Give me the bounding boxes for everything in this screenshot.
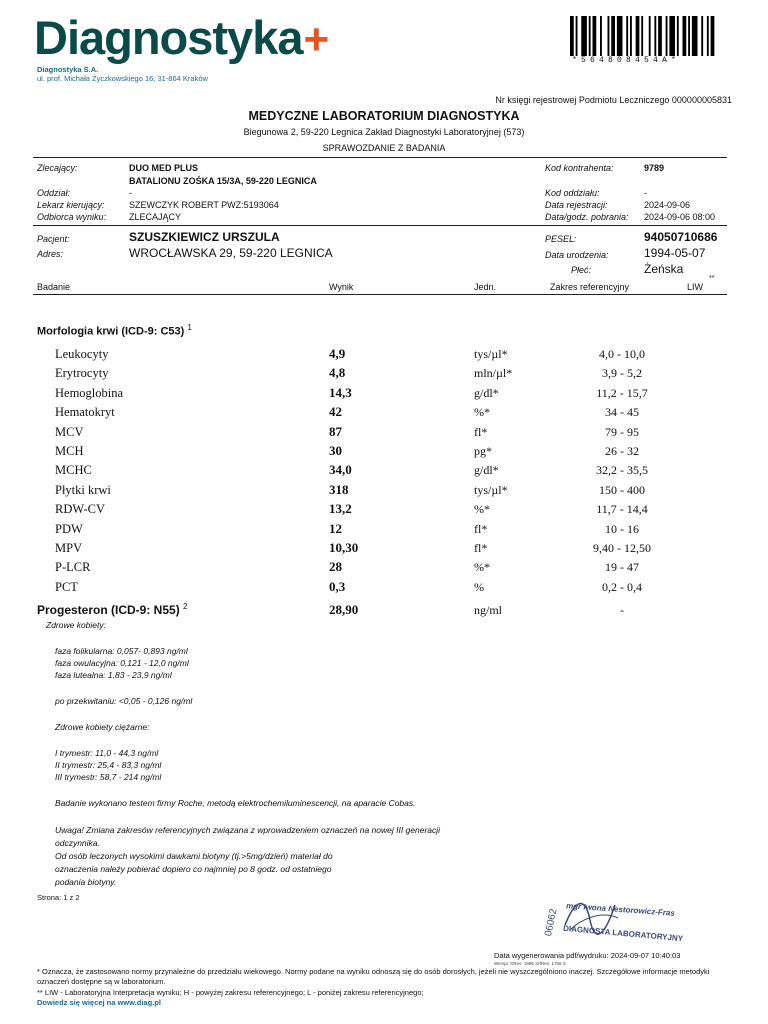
sex-value: Żeńska bbox=[644, 262, 684, 276]
stamp-name: mgr Iwona Nestorowicz-Fras bbox=[565, 901, 676, 918]
test-result: 13,2 bbox=[329, 501, 352, 517]
footnote-marker: 1 bbox=[187, 323, 192, 332]
col-liw: LIW bbox=[687, 282, 704, 292]
test-reference-range: 3,9 - 5,2 bbox=[602, 366, 642, 381]
test-name: MCHC bbox=[55, 463, 92, 478]
company-name: Diagnostyka S.A. bbox=[37, 65, 99, 74]
test-reference-range: 19 - 47 bbox=[605, 560, 639, 575]
note-luteal: faza lutealna: 1,83 - 23,9 ng/ml bbox=[55, 670, 172, 680]
test-name: MCH bbox=[55, 444, 84, 458]
test-reference-range: 4,0 - 10,0 bbox=[599, 347, 645, 361]
pesel-value: 94050710686 bbox=[644, 230, 718, 244]
test-unit: g/dl* bbox=[474, 463, 499, 478]
divider bbox=[33, 294, 727, 295]
note-follicular: faza folikularna: 0,057- 0,893 ng/ml bbox=[55, 646, 188, 656]
divider bbox=[33, 225, 727, 226]
pacjent-label: Pacjent: bbox=[37, 234, 70, 244]
oddzial-value: - bbox=[129, 188, 132, 198]
test-reference-range: 11,2 - 15,7 bbox=[596, 385, 648, 400]
note-t1: I trymestr: 11,0 - 44,3 ng/ml bbox=[55, 748, 159, 758]
data-rejestracji-label: Data rejestracji: bbox=[545, 200, 608, 210]
test-name: Hematokryt bbox=[55, 405, 115, 420]
note-warning: Od osób leczonych wysokimi dawkami biotyny (tj.>5mg/dzień) materiał do bbox=[55, 851, 333, 861]
test-unit: fl* bbox=[474, 424, 488, 439]
test-result: 87 bbox=[329, 423, 342, 439]
col-jedn: Jedn. bbox=[474, 282, 497, 292]
barcode-text: *564808454A* bbox=[572, 56, 681, 65]
note-warning: Uwaga! Zmiana zakresów referencyjnych związana z wprowadzeniem oznaczeń na nowej III generacji bbox=[55, 825, 441, 835]
kod-oddzialu-value: - bbox=[644, 188, 647, 198]
col-zakres: Zakres referencyjny bbox=[550, 282, 630, 292]
morphology-section-title: Morfologia krwi (ICD-9: C53) $^1$ bbox=[37, 323, 192, 338]
sex-label: Płeć: bbox=[571, 265, 592, 275]
test-unit: %* bbox=[474, 502, 490, 517]
note-menopause: po przekwitaniu: <0,05 - 0,126 ng/ml bbox=[55, 696, 193, 706]
zlecajacy-label: Zlecający: bbox=[37, 163, 78, 173]
footnote-marker: 2 bbox=[183, 602, 188, 611]
test-unit: fl* bbox=[474, 541, 488, 555]
test-reference-range: 0,2 - 0,4 bbox=[602, 579, 642, 594]
test-unit: % bbox=[474, 579, 484, 594]
progesterone-title: Progesteron (ICD-9: N55) $^2$ bbox=[37, 602, 188, 617]
test-reference-range: 26 - 32 bbox=[605, 444, 639, 458]
test-name: Hemoglobina bbox=[55, 385, 124, 400]
test-unit: %* bbox=[474, 405, 490, 420]
note-warning: podania biotyny. bbox=[55, 877, 117, 887]
test-name: RDW-CV bbox=[55, 502, 105, 517]
test-result: 0,3 bbox=[329, 578, 346, 594]
lekarz-label: Lekarz kierujący: bbox=[37, 200, 105, 210]
note-warning: oznaczenia należy pobierać dopiero co najmniej po 8 godz. od ostatniego bbox=[55, 864, 332, 874]
version-info: Wersja: SRev: 1896 SrfRev: 1756 S bbox=[494, 961, 566, 966]
test-name: Erytrocyty bbox=[55, 366, 109, 381]
note-ovulatory: faza owulacyjna: 0,121 - 12,0 ng/ml bbox=[55, 658, 189, 668]
test-unit: mln/µl* bbox=[474, 366, 513, 381]
test-unit: g/dl* bbox=[474, 385, 499, 400]
footnote-liw: ** LIW - Laboratoryjna Interpretacja wyniku; H - powyżej zakresu referencyjnego; L - poniżej zakresu referencyjnego; bbox=[37, 988, 424, 997]
odbiorca-value: ZLECAJĄCY bbox=[129, 212, 182, 222]
progesterone-ref: - bbox=[620, 603, 624, 617]
diagnostyka-logo: Diagnostyka+ bbox=[34, 11, 329, 64]
test-reference-range: 32,2 - 35,5 bbox=[596, 463, 648, 478]
barcode bbox=[570, 16, 720, 56]
odbiorca-label: Odbiorca wyniku: bbox=[37, 212, 107, 222]
test-reference-range: 9,40 - 12,50 bbox=[593, 541, 651, 555]
test-unit: pg* bbox=[474, 444, 492, 458]
report-title: SPRAWOZDANIE Z BADANIA bbox=[322, 143, 446, 153]
test-name: P-LCR bbox=[55, 560, 91, 575]
test-result: 34,0 bbox=[329, 462, 352, 478]
kod-kontrahenta-value: 9789 bbox=[644, 163, 665, 173]
stamp-number: 06062 bbox=[543, 907, 560, 938]
test-reference-range: 79 - 95 bbox=[605, 424, 639, 439]
data-pobrania-label: Data/godz. pobrania: bbox=[545, 212, 629, 222]
test-reference-range: 150 - 400 bbox=[599, 482, 645, 497]
data-rejestracji-value: 2024-09-06 bbox=[644, 200, 691, 210]
website-link[interactable]: Dowiedz się więcej na www.diag.pl bbox=[37, 998, 161, 1007]
oddzial-label: Oddział: bbox=[37, 188, 71, 198]
test-result: 12 bbox=[329, 520, 342, 536]
liw-mark: ** bbox=[709, 275, 715, 282]
stamp-role: DIAGNOSTA LABORATORYJNY bbox=[562, 923, 684, 944]
plus-icon: + bbox=[303, 15, 329, 64]
note-method: Badanie wykonano testem firmy Roche, metodą elektrochemiluminescencji, na aparacie Cobas. bbox=[55, 798, 416, 808]
test-unit: fl* bbox=[474, 521, 488, 536]
adres-label: Adres: bbox=[37, 249, 64, 259]
dob-label: Data urodzenia: bbox=[545, 250, 609, 260]
test-reference-range: 11,7 - 14,4 bbox=[596, 502, 648, 517]
test-name: Leukocyty bbox=[55, 347, 109, 361]
test-result: 42 bbox=[329, 404, 342, 420]
test-result: 10,30 bbox=[329, 540, 359, 555]
progesterone-result: 28,90 bbox=[329, 602, 359, 617]
patient-address: WROCŁAWSKA 29, 59-220 LEGNICA bbox=[129, 246, 333, 260]
col-wynik: Wynik bbox=[329, 282, 354, 292]
dob-value: 1994-05-07 bbox=[644, 246, 706, 260]
test-result: 4,9 bbox=[329, 346, 346, 361]
footnote-norms-2: oznaczeń dostępne są w laboratorium. bbox=[37, 977, 166, 986]
test-reference-range: 10 - 16 bbox=[605, 521, 639, 536]
kod-oddzialu-label: Kod oddziału: bbox=[545, 188, 600, 198]
test-unit: %* bbox=[474, 560, 490, 575]
col-badanie: Badanie bbox=[37, 282, 71, 292]
zlecajacy-address: BATALIONU ZOŚKA 15/3A, 59-220 LEGNICA bbox=[129, 176, 317, 186]
test-name: Płytki krwi bbox=[55, 482, 111, 497]
divider bbox=[33, 157, 727, 158]
test-result: 4,8 bbox=[329, 365, 346, 381]
progesterone-unit: ng/ml bbox=[474, 603, 503, 617]
footnote-norms: * Oznacza, że zastosowano normy przynależne do przedziału wiekowego. Normy podane na wyniku odnoszą się do osób dorosłych, jeżeli nie wyszczególniono inaczej. Szczegółowe informacje metodyki bbox=[37, 967, 710, 976]
test-result: 28 bbox=[329, 559, 342, 575]
company-address: ul. prof. Michała Życzkowskiego 16, 31-864 Kraków bbox=[37, 74, 208, 83]
page-number: Strona: 1 z 2 bbox=[37, 893, 80, 902]
test-result: 30 bbox=[329, 443, 342, 458]
note-pregnant: Zdrowe kobiety ciężarne: bbox=[55, 722, 150, 732]
test-result: 318 bbox=[329, 481, 349, 497]
test-reference-range: 34 - 45 bbox=[605, 405, 639, 420]
lab-address: Biegunowa 2, 59-220 Legnica Zakład Diagnostyki Laboratoryjnej (573) bbox=[243, 127, 525, 137]
patient-name: SZUSZKIEWICZ URSZULA bbox=[129, 230, 280, 244]
test-name: MCV bbox=[55, 424, 84, 439]
note-warning: odczynnika. bbox=[55, 838, 100, 848]
test-name: PDW bbox=[55, 521, 83, 536]
lab-title: MEDYCZNE LABORATORIUM DIAGNOSTYKA bbox=[248, 109, 520, 123]
kod-kontrahenta-label: Kod kontrahenta: bbox=[545, 163, 614, 173]
data-pobrania-value: 2024-09-06 08:00 bbox=[644, 212, 716, 222]
test-unit: tys/µl* bbox=[474, 482, 508, 497]
zlecajacy-value: DUO MED PLUS bbox=[129, 163, 199, 173]
registry-number: Nr księgi rejestrowej Podmiotu Leczniczego 000000005831 bbox=[495, 95, 732, 105]
note-t3: III trymestr: 58,7 - 214 ng/ml bbox=[55, 772, 162, 782]
lekarz-value: SZEWCZYK ROBERT PWZ:5193064 bbox=[129, 200, 279, 210]
test-unit: tys/µl* bbox=[474, 347, 508, 361]
test-name: MPV bbox=[55, 541, 83, 555]
pesel-label: PESEL: bbox=[545, 234, 577, 244]
test-result: 14,3 bbox=[329, 384, 352, 400]
generated-date: Data wygenerowania pdf/wydruku: 2024-09-07 10:40:03 bbox=[494, 951, 681, 960]
note-t2: II trymestr: 25,4 - 83,3 ng/ml bbox=[55, 760, 162, 770]
note-healthy: Zdrowe kobiety: bbox=[46, 620, 106, 630]
test-name: PCT bbox=[55, 579, 78, 594]
